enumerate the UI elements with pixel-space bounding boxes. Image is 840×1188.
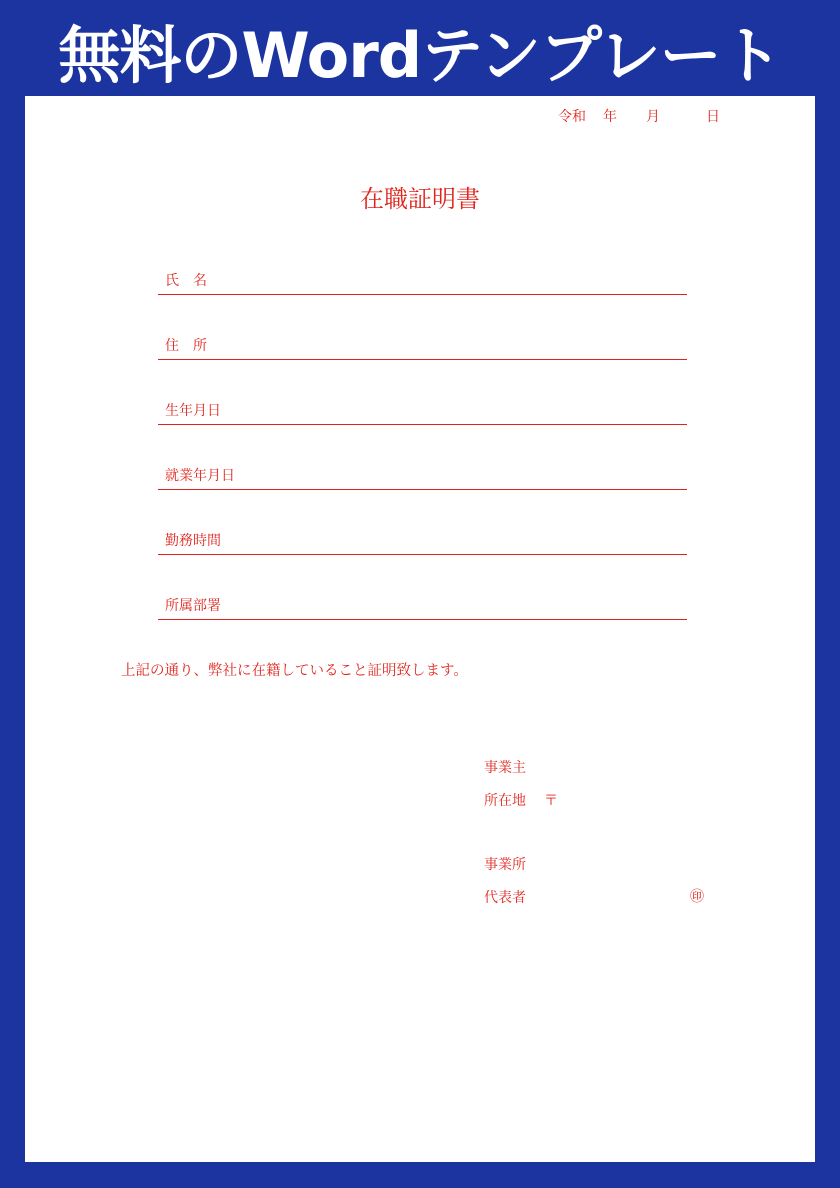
postal-mark-icon: 〒 <box>544 793 558 809</box>
field-employment-date[interactable] <box>158 459 687 490</box>
document-title: 在職証明書 <box>360 185 480 213</box>
field-label: 所属部署 <box>165 598 221 614</box>
field-label: 就業年月日 <box>165 468 235 484</box>
office-label: 事業所 <box>484 857 526 873</box>
date-month: 月 <box>646 109 660 125</box>
date-era: 令和 <box>558 109 586 125</box>
banner <box>0 0 840 96</box>
field-department[interactable] <box>158 589 687 620</box>
certification-statement: 上記の通り、弊社に在籍していること証明致します。 <box>121 663 468 679</box>
location-label: 所在地 <box>484 793 526 809</box>
field-working-hours[interactable] <box>158 524 687 555</box>
field-label: 生年月日 <box>165 403 221 419</box>
field-address[interactable] <box>158 329 687 360</box>
field-name[interactable] <box>158 264 687 295</box>
field-label: 住 所 <box>165 338 207 354</box>
field-label: 勤務時間 <box>165 533 221 549</box>
seal-icon: ㊞ <box>690 889 704 905</box>
banner-title: 無料のWordテンプレート <box>58 19 782 92</box>
employer-label: 事業主 <box>484 760 526 776</box>
field-label: 氏 名 <box>165 273 207 289</box>
date-year: 年 <box>603 109 617 125</box>
document-page <box>25 96 815 1162</box>
date-day: 日 <box>706 109 720 125</box>
location-row <box>484 790 558 810</box>
field-birthdate[interactable] <box>158 394 687 425</box>
representative-label: 代表者 <box>484 890 526 906</box>
